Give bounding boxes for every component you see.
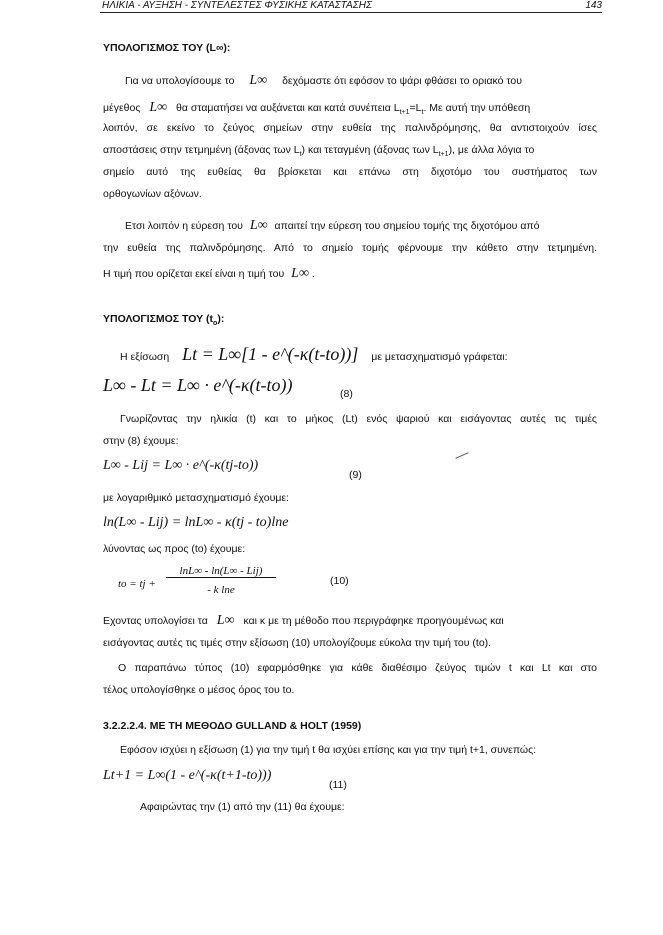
- paragraph-1-line-5: σημείο αυτό της ευθείας θα βρίσκεται και επάνω στη διχοτόμο του συστήματος των: [103, 166, 597, 178]
- equation-9-number: (9): [349, 469, 362, 481]
- paragraph-2-line-1: Ετσι λοιπόν η εύρεση του L∞ απαιτεί την εύρεση του σημείου τομής της διχοτόμου από: [125, 218, 540, 233]
- page-number: 143: [585, 0, 602, 11]
- equation-ln: ln(L∞ - Lij) = lnL∞ - κ(tj - to)lne: [103, 515, 289, 530]
- paragraph-5: λύνοντας ως προς (to) έχουμε:: [103, 543, 246, 555]
- header-title: ΗΛΙΚΙΑ - ΑΥΞΗΣΗ - ΣΥΝΤΕΛΕΣΤΕΣ ΦΥΣΙΚΗΣ ΚΑΤΑΣΤΑΣΗΣ: [102, 0, 372, 11]
- paragraph-9: Αφαιρώντας την (1) από την (11) θα έχουμε:: [140, 801, 345, 813]
- equation-10-number: (10): [330, 575, 349, 587]
- paragraph-1-line-1: Για να υπολογίσουμε το L∞ δεχόμαστε ότι εφόσον το ψάρι φθάσει το οριακό του: [125, 73, 523, 88]
- paragraph-3-line-2: στην (8) έχουμε:: [103, 435, 179, 447]
- stray-mark: [455, 452, 468, 459]
- equation-10-left: to = tj +: [118, 578, 156, 590]
- equation-11: Lt+1 = L∞(1 - e^(-κ(t+1-to))): [103, 768, 272, 783]
- running-header: [100, 0, 602, 13]
- paragraph-1-line-2: μέγεθος L∞ θα σταματήσει να αυξάνεται και κατά συνέπεια $L_{t+1}=L_t$. Με αυτή την υπόθεση: [103, 100, 531, 117]
- equation-10-numerator: lnL∞ - ln(L∞ - Lij): [166, 565, 276, 578]
- section-heading-to: ΥΠΟΛΟΓΙΣΜΟΣ ΤΟΥ $(t_o)$:: [103, 313, 225, 328]
- paragraph-1-line-3: λοιπόν, σε εκείνο το ζεύγος σημείων στην ευθεία της παλινδρόμησης, θα αντιστοιχούν ίσες: [103, 122, 597, 134]
- equation-8-number: (8): [340, 388, 353, 400]
- equation-1: Lt = L∞[1 - e^(-κ(t-to))]: [182, 344, 359, 364]
- paragraph-6-line-1: Εχοντας υπολογίσει τα L∞ και κ με τη μέθοδο που περιγράφηκε προηγουμένως και: [103, 613, 504, 628]
- paragraph-2-line-3: Η τιμή που ορίζεται εκεί είναι η τιμή του L∞ .: [103, 266, 315, 281]
- paragraph-1-line-4: αποστάσεις στην τετμημένη (άξονας των $L_t$) και τεταγμένη (άξονας των $L_{t+1}$), με άλλα λόγια το: [103, 144, 535, 159]
- equation-10-denominator: - k lne: [207, 584, 235, 596]
- paragraph-1-line-6: ορθογωνίων αξόνων.: [103, 188, 202, 200]
- paragraph-7-line-1: Ο παραπάνω τύπος (10) εφαρμόσθηκε για κάθε διαθέσιμο ζεύγος τιμών t και Lt και στο: [118, 662, 597, 674]
- paragraph-4: με λογαριθμικό μετασχηματισμό έχουμε:: [103, 492, 289, 504]
- paragraph-8: Εφόσον ισχύει η εξίσωση (1) για την τιμή t θα ισχύει επίσης και για την τιμή t+1, συνεπώς:: [120, 744, 537, 756]
- equation-11-number: (11): [329, 779, 347, 791]
- paragraph-2-line-2: την ευθεία της παλινδρόμησης. Από το σημείο τομής φέρνουμε την κάθετο στην τετμημένη.: [103, 242, 597, 254]
- paragraph-3-line-1: Γνωρίζοντας την ηλικία (t) και το μήκος (Lt) ενός ψαριού και εισάγοντας αυτές τις τιμές: [120, 413, 597, 425]
- equation-9: L∞ - Lij = L∞ · e^(-κ(tj-to)): [103, 458, 259, 473]
- equation-8: L∞ - Lt = L∞ · e^(-κ(t-to)): [103, 375, 293, 395]
- paragraph-7-line-2: τέλος υπολογίσθηκε ο μέσος όρος του to.: [103, 684, 295, 696]
- section-heading-linf: ΥΠΟΛΟΓΙΣΜΟΣ ΤΟΥ (L∞):: [103, 42, 231, 54]
- section-heading-gulland-holt: 3.2.2.2.4. ΜΕ ΤΗ ΜΕΘΟΔΟ GULLAND & HOLT (1959): [103, 720, 362, 732]
- equation-intro-line: Η εξίσωση Lt = L∞[1 - e^(-κ(t-to))] με μετασχηματισμό γράφεται:: [120, 344, 508, 364]
- paragraph-6-line-2: εισάγοντας αυτές τις τιμές στην εξίσωση (10) υπολογίζουμε εύκολα την τιμή του (to).: [103, 637, 492, 649]
